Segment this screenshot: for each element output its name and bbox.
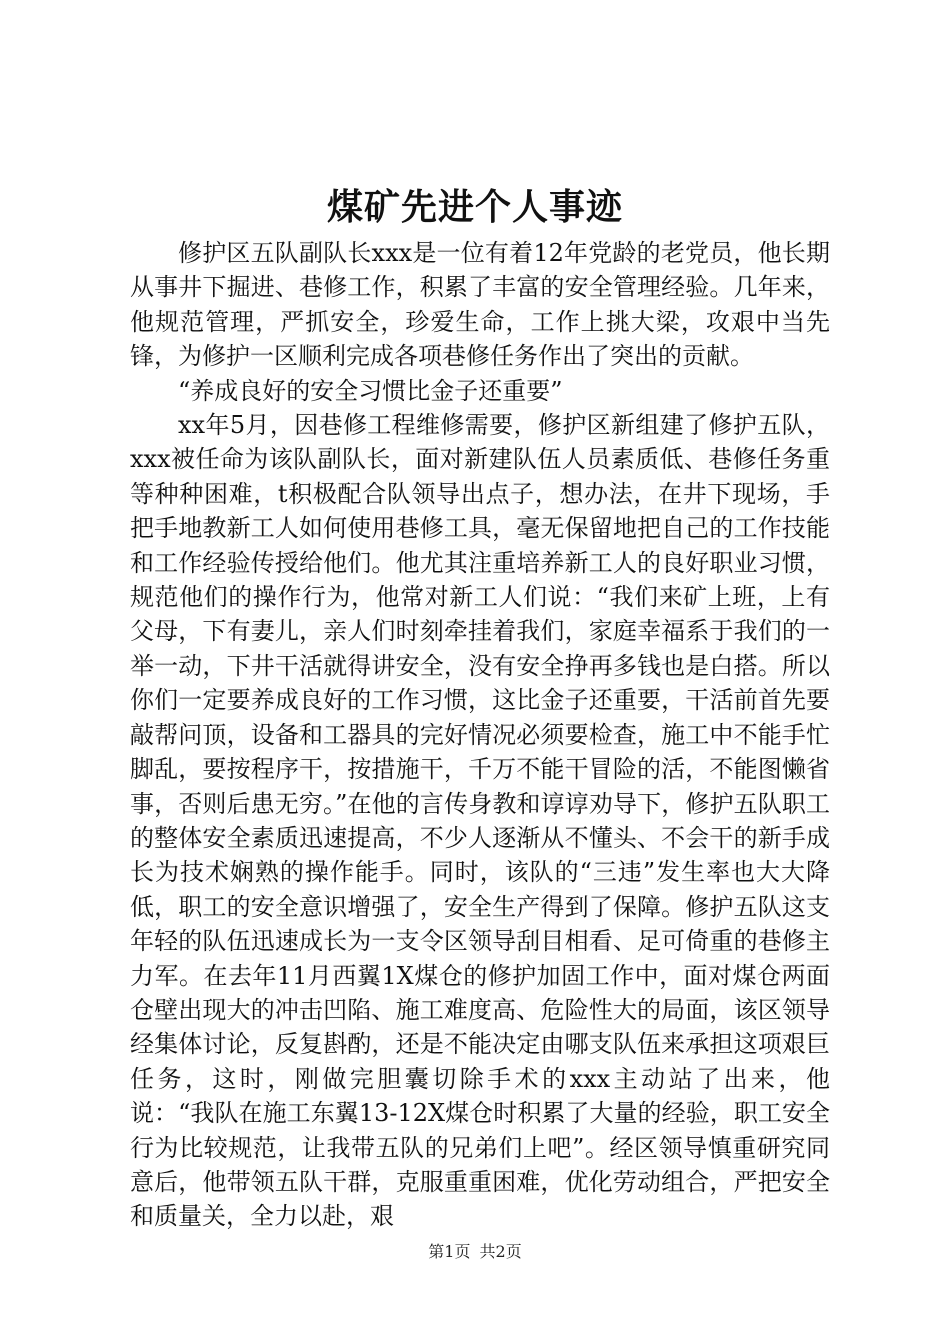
section-heading-quote: “养成良好的安全习惯比金子还重要” bbox=[178, 376, 563, 405]
page-number: 第1页 bbox=[428, 1242, 471, 1261]
document-body bbox=[130, 236, 830, 1234]
page-total: 共2页 bbox=[479, 1242, 522, 1261]
body-paragraph: xx年5月，因巷修工程维修需要，修护区新组建了修护五队，xxx被任命为该队副队长，面对新建队伍人员素质低、巷修任务重等种种困难，t积极配合队领导出点子，想办法，在井下现场，手把手地教新工人如何使用巷修工具，毫无保留地把自己的工作技能和工作经验传授给他们。他尤其注重培养新工人的良好职业习惯，规范他们的操作行为，他常对新工人们说：“我们来矿上班，上有父母，下有妻儿，亲人们时刻牵挂着我们，家庭幸福系于我们的一举一动，下井干活就得讲安全，没有安全挣再多钱也是白搭。所以你们一定要养成良好的工作习惯，这比金子还重要，干活前首先要敲帮问顶，设备和工器具的完好情况必须要检查，施工中不能手忙脚乱，要按程序干，按措施干，千万不能干冒险的活，不能图懒省事，否则后患无穷。”在他的言传身教和谆谆劝导下，修护五队职工的整体安全素质迅速提高，不少人逐渐从不懂头、不会干的新手成长为技术娴熟的操作能手。同时，该队的“三违”发生率也大大降低，职工的安全意识增强了，安全生产得到了保障。修护五队这支年轻的队伍迅速成长为一支令区领导刮目相看、足可倚重的巷修主力军。在去年11月西翼1X煤仓的修护加固工作中，面对煤仓两面仓壁出现大的冲击凹陷、施工难度高、危险性大的局面，该区领导经集体讨论，反复斟酌，还是不能决定由哪支队伍来承担这项艰巨任务，这时，刚做完胆囊切除手术的xxx主动站了出来，他说：“我队在施工东翼13-12X煤仓时积累了大量的经验，职工安全行为比较规范，让我带五队的兄弟们上吧”。经区领导慎重研究同意后，他带领五队干群，克服重重困难，优化劳动组合，严把安全和质量关，全力以赴，艰 bbox=[130, 411, 830, 1231]
body-paragraph: 修护区五队副队长xxx是一位有着12年党龄的老党员，他长期从事井下掘进、巷修工作，积累了丰富的安全管理经验。几年来，他规范管理，严抓安全，珍爱生命，工作上挑大梁，攻艰中当先锋，为修护一区顺利完成各项巷修任务作出了突出的贡献。 bbox=[130, 239, 830, 371]
page-footer bbox=[0, 1242, 950, 1262]
document-title: 煤矿先进个人事迹 bbox=[326, 186, 623, 228]
